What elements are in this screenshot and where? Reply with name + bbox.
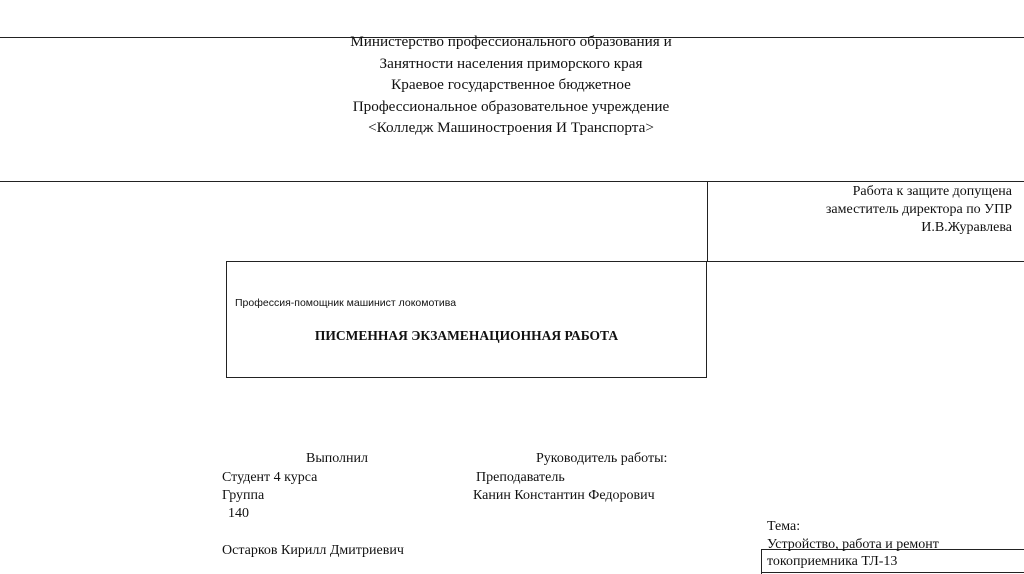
- header-line-college-name: <Колледж Машиностроения И Транспорта>: [368, 119, 654, 136]
- topic-line-2: токоприемника ТЛ-13: [767, 554, 898, 569]
- performer-group-label: Группа: [222, 488, 265, 503]
- topic-box-left-border: [761, 549, 762, 574]
- topic-label: Тема:: [767, 519, 801, 534]
- approval-box-left-border: [707, 181, 708, 262]
- header-line-ministry: Министерство профессионального образования и: [350, 33, 672, 50]
- header-line-budget: Краевое государственное бюджетное: [391, 76, 631, 93]
- topic-line-1: Устройство, работа и ремонт: [767, 536, 939, 552]
- approval-name: И.В.Журавлева: [921, 219, 1012, 235]
- header-line-employment: Занятности населения приморского края: [379, 54, 643, 72]
- performer-group-number: 140: [228, 506, 249, 521]
- performer-name: Остарков Кирилл Дмитриевич: [222, 543, 404, 558]
- title-box: [226, 261, 707, 378]
- topic-bottom-rule: [761, 572, 1024, 573]
- header-bottom-rule: [0, 181, 1024, 182]
- topic-block: [767, 518, 939, 571]
- supervisor-name: Канин Константин Федорович: [473, 488, 655, 503]
- approval-block: [826, 183, 1012, 236]
- profession-line: Профессия-помощник машинист локомотива: [235, 297, 457, 309]
- performer-student: Студент 4 курса: [222, 470, 318, 485]
- approval-admitted: Работа к защите допущена: [852, 184, 1012, 199]
- work-title: ПИСМЕННАЯ ЭКЗАМЕНАЦИОННАЯ РАБОТА: [314, 328, 619, 343]
- institution-header: [250, 31, 772, 139]
- supervisor-role: Преподаватель: [476, 470, 565, 485]
- approval-position: заместитель директора по УПР: [825, 201, 1012, 217]
- supervisor-heading: Руководитель работы:: [536, 451, 668, 466]
- approval-box-bottom-border: [707, 261, 1024, 262]
- header-line-institution-type: Профессиональное образовательное учреждение: [352, 97, 670, 115]
- performer-heading: Выполнил: [306, 451, 369, 466]
